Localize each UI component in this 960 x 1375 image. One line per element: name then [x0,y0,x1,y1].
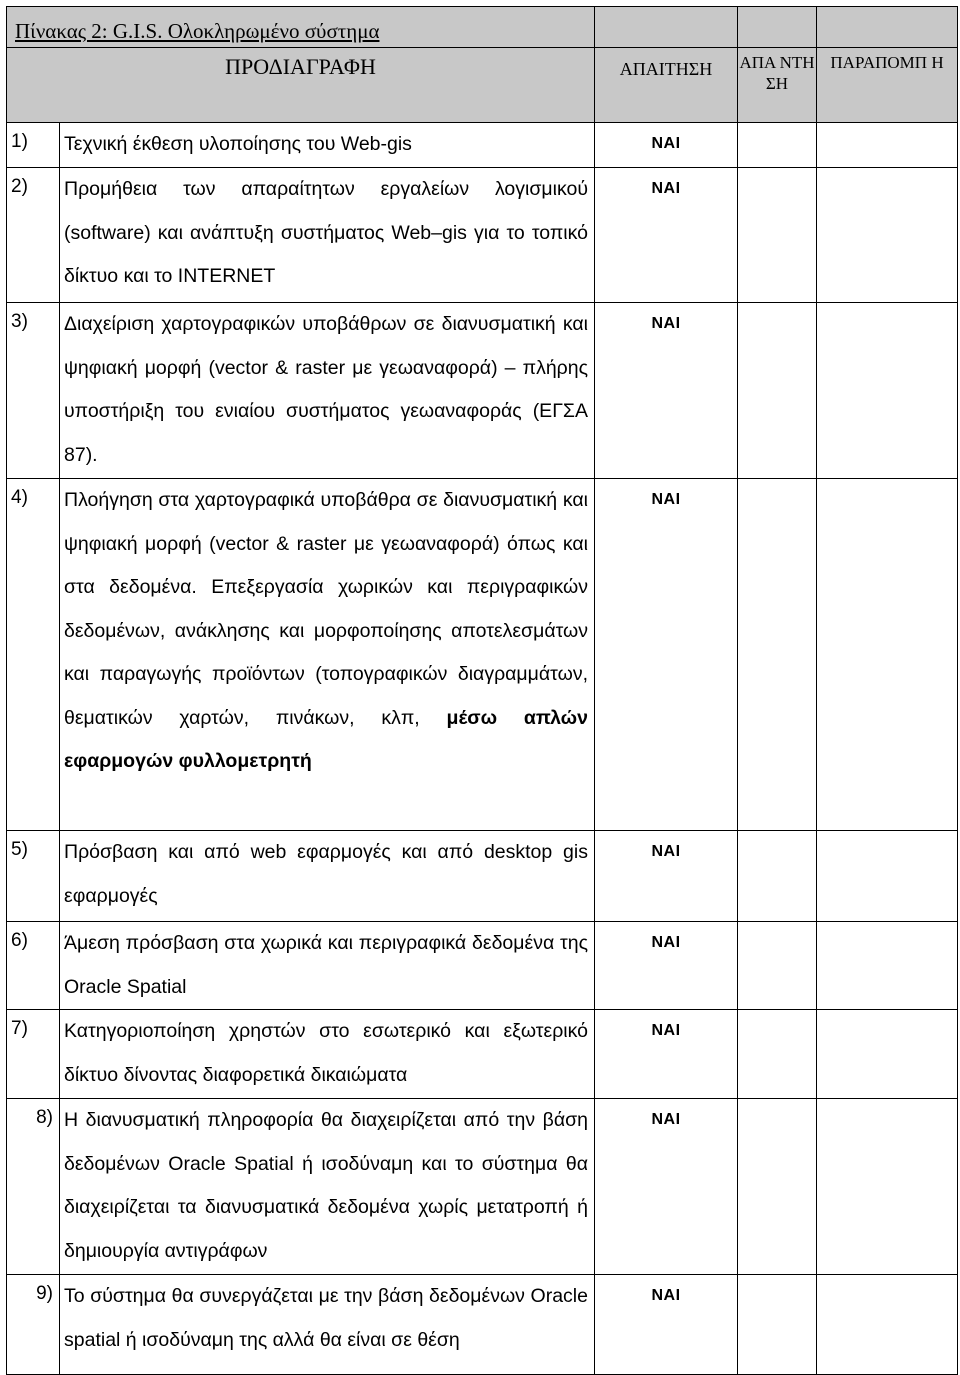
row-number: 2) [11,176,28,197]
row-text: Άμεση πρόσβαση στα χωρικά και περιγραφικά δεδομένα της Oracle Spatial [64,932,588,998]
table-title-row [7,7,958,48]
row-number: 7) [11,1018,28,1039]
header-answer: ΑΠΑ ΝΤΗ ΣΗ [739,53,815,93]
row-number: 1) [11,131,28,152]
row-requirement: ΝΑΙ [651,315,681,332]
row-number: 6) [11,930,28,951]
row-requirement: ΝΑΙ [651,934,681,951]
row-requirement: ΝΑΙ [651,491,681,508]
table-row [7,1099,958,1275]
table-row [7,303,958,479]
row-number: 9) [36,1283,53,1304]
row-text: Προμήθεια των απαραίτητων εργαλείων λογισμικού (software) και ανάπτυξη συστήματος Web–gis για το τοπικό δίκτυο και το INTERNET [64,178,588,287]
specification-table [6,6,958,1375]
row-requirement: ΝΑΙ [651,1111,681,1128]
row-requirement: ΝΑΙ [651,1287,681,1304]
row-requirement: ΝΑΙ [651,843,681,860]
header-requirement: ΑΠΑΙΤΗΣΗ [619,59,713,79]
row-text-plain: Πλοήγηση στα χαρτογραφικά υποβάθρα σε διανυσματική και ψηφιακή μορφή (vector & raster με γεωαναφορά) όπως και στα δεδομένα. Επεξεργασία χωρικών και περιγραφικών δεδομένων, ανάκλησης και μορφοποίησης αποτελεσμάτων και παραγωγής προϊόντων (τοπογραφικών διαγραμμάτων, θεματικών χαρτών, πινάκων, κλπ, [64,489,588,729]
row-text [60,479,594,784]
row-requirement: ΝΑΙ [651,1022,681,1039]
row-text: Το σύστημα θα συνεργάζεται με την βάση δεδομένων Oracle spatial ή ισοδύναμη της αλλά θα είναι σε θέση [64,1285,588,1351]
row-text: Διαχείριση χαρτογραφικών υποβάθρων σε διανυσματική και ψηφιακή μορφή (vector & raster με γεωαναφορά) – πλήρης υποστήριξη του ενιαίου συστήματος γεωαναφοράς (ΕΓΣΑ 87). [64,313,588,466]
header-row [7,48,958,123]
row-number: 4) [11,487,28,508]
row-text: Τεχνική έκθεση υλοποίησης του Web-gis [64,133,412,155]
table-title: Πίνακας 2: G.I.S. Ολοκληρωμένο σύστημα [15,19,380,43]
header-reference: ΠΑΡΑΠΟΜΠ Η [830,53,944,72]
table-row [7,1275,958,1375]
row-text: Κατηγοριοποίηση χρηστών στο εσωτερικό και εξωτερικό δίκτυο δίνοντας διαφορετικά δικαιώματα [64,1020,588,1086]
table-row [7,1010,958,1099]
row-number: 3) [11,311,28,332]
row-text-bold: μέσω απλών εφαρμογών φυλλομετρητή [64,706,589,772]
table-row [7,479,958,831]
row-text: Η διανυσματική πληροφορία θα διαχειρίζεται από την βάση δεδομένων Oracle Spatial ή ισοδύναμη και το σύστημα θα διαχειρίζεται τα διανυσματικά δεδομένα χωρίς μετατροπή ή δημιουργία αντιγράφων [64,1109,588,1262]
row-text: Πρόσβαση και από web εφαρμογές και από desktop gis εφαρμογές [64,841,588,907]
table-row [7,831,958,922]
row-number: 8) [36,1107,53,1128]
table-row [7,922,958,1010]
table-row [7,123,958,168]
header-spec: ΠΡΟΔΙΑΓΡΑΦΗ [225,54,376,79]
row-requirement: ΝΑΙ [651,135,681,152]
row-requirement: ΝΑΙ [651,180,681,197]
table-row [7,168,958,303]
row-number: 5) [11,839,28,860]
